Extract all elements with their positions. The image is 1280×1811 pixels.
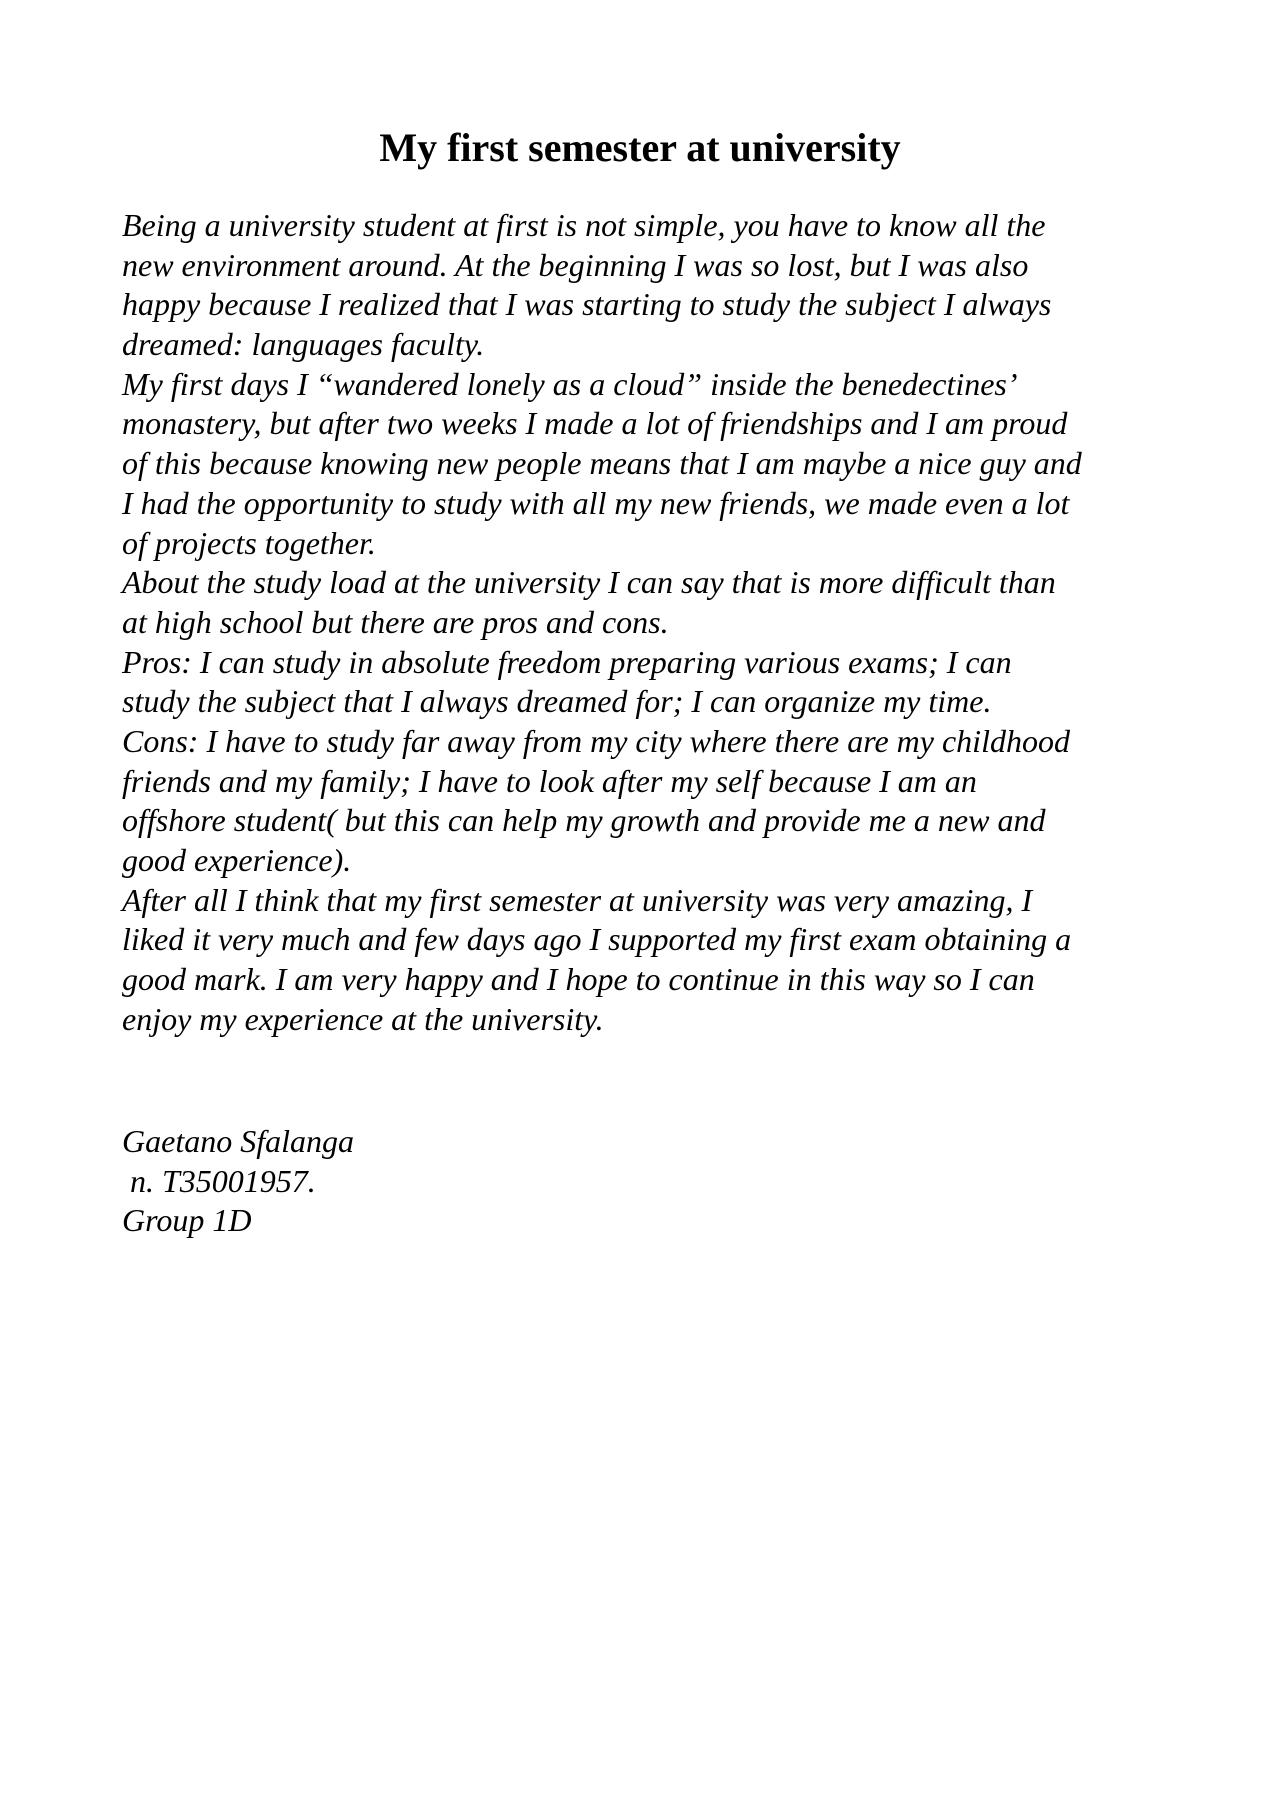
paragraph-line: new environment around. At the beginning I was so lost, but I was also [122,246,1029,283]
paragraph-line: of this because knowing new people means that I am maybe a nice guy and [122,445,1082,482]
paragraph-line: liked it very much and few days ago I supported my first exam obtaining a [122,921,1072,958]
paragraph-line: monastery, but after two weeks I made a lot of friendships and I am proud [122,405,1068,442]
student-group: Group 1D [122,1202,252,1239]
paragraph-line: Pros: I can study in absolute freedom preparing various exams; I can [122,643,1012,680]
paragraph-line: offshore student( but this can help my growth and provide me a new and [122,802,1046,839]
student-number: n. T35001957. [122,1162,316,1199]
paragraph-line: enjoy my experience at the university. [122,1000,604,1037]
paragraph-line: of projects together. [122,524,376,561]
essay-body [122,206,1182,1039]
paragraph-line: I had the opportunity to study with all my new friends, we made even a lot [122,484,1070,521]
paragraph-line: happy because I realized that I was starting to study the subject I always [122,286,1052,323]
paragraph-line: friends and my family; I have to look after my self because I am an [122,762,977,799]
paragraph-line: at high school but there are pros and cons. [122,603,669,640]
paragraph-line: Being a university student at first is not simple, you have to know all the [122,207,1046,243]
paragraph-line: dreamed: languages faculty. [122,326,485,363]
paragraph-line: My first days I “wandered lonely as a cloud” inside the benedectines’ [122,365,1018,402]
signature-block [122,1122,922,1241]
paragraph-line: good mark. I am very happy and I hope to continue in this way so I can [122,961,1035,998]
paragraph-line: After all I think that my first semester at university was very amazing, I [122,881,1033,918]
paragraph-line: About the study load at the university I can say that is more difficult than [122,564,1056,601]
author-name: Gaetano Sfalanga [122,1123,354,1159]
paragraph-line: study the subject that I always dreamed for; I can organize my time. [122,683,992,720]
page-title: My first semester at university [379,125,901,170]
paragraph-line: good experience). [122,842,352,878]
paragraph-line: Cons: I have to study far away from my city where there are my childhood [122,722,1070,759]
